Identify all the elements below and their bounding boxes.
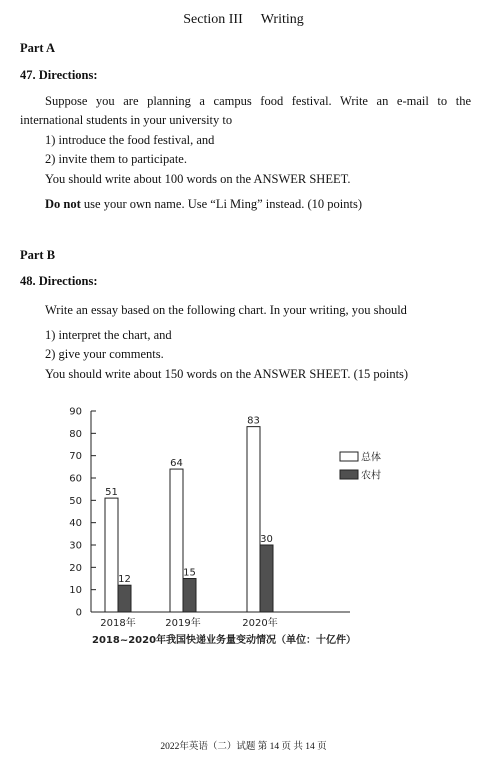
data-label: 83	[247, 415, 260, 427]
chart-title: 2018~2020年我国快递业务量变动情况（单位：十亿件）	[92, 635, 357, 646]
y-tick-label: 40	[69, 518, 82, 530]
part-b-item-1: 1) interpret the chart, and	[45, 328, 172, 342]
data-label: 30	[260, 534, 273, 545]
x-tick-label: 2020年	[242, 618, 278, 629]
x-tick-label: 2018年	[100, 618, 136, 629]
part-a-directions-line2: international students in your university to	[20, 113, 233, 127]
part-a-directions-line1: Suppose you are planning a campus food festival. Write an e-mail to the	[45, 94, 471, 108]
y-tick-label: 50	[69, 495, 82, 507]
y-tick-label: 10	[69, 585, 82, 597]
legend-swatch-total	[340, 452, 358, 461]
x-tick-label: 2019年	[165, 618, 201, 629]
bar-total	[170, 469, 183, 612]
data-label: 51	[105, 487, 118, 499]
part-a-word-note: You should write about 100 words on the ANSWER SHEET.	[45, 172, 351, 186]
bar-rural	[118, 585, 131, 612]
part-b-directions-line1: Write an essay based on the following chart. In your writing, you should	[45, 303, 407, 317]
part-a-item-2: 2) invite them to participate.	[45, 152, 187, 166]
bar-rural	[260, 545, 273, 612]
bar-total	[247, 427, 260, 612]
section-number: Section III	[183, 12, 243, 27]
section-title	[0, 12, 487, 28]
y-tick-label: 60	[69, 473, 82, 485]
legend-label: 总体	[361, 452, 381, 464]
data-label: 15	[183, 567, 196, 579]
section-name: Writing	[260, 12, 304, 27]
y-tick-label: 20	[69, 562, 82, 574]
delivery-volume-chart	[60, 400, 390, 650]
part-b-label: Part B	[20, 248, 56, 262]
y-tick-label: 0	[75, 607, 82, 619]
data-label: 64	[170, 458, 183, 470]
y-tick-label: 30	[69, 540, 82, 552]
bar-rural	[183, 579, 196, 613]
part-a-item-1: 1) introduce the food festival, and	[45, 133, 215, 147]
part-a-label: Part A	[20, 41, 56, 55]
data-label: 12	[118, 574, 131, 586]
legend-swatch-rural	[340, 470, 358, 479]
part-b-word-note: You should write about 150 words on the ANSWER SHEET. (15 points)	[45, 367, 409, 381]
name-note-text: use your own name. Use “Li Ming” instead. (10 points)	[80, 197, 362, 211]
do-not-emphasis: Do not	[45, 197, 81, 211]
y-tick-label: 80	[69, 428, 82, 440]
y-tick-label: 90	[69, 406, 82, 418]
question-47-label: 47. Directions:	[20, 68, 98, 82]
legend-label: 农村	[361, 470, 381, 482]
question-48-label: 48. Directions:	[20, 274, 98, 288]
part-b-item-2: 2) give your comments.	[45, 347, 164, 361]
y-tick-label: 70	[69, 451, 82, 463]
page-footer: 2022年英语（二）试题 第 14 页 共 14 页	[160, 742, 327, 752]
bar-total	[105, 498, 118, 612]
part-a-name-note	[45, 196, 362, 213]
